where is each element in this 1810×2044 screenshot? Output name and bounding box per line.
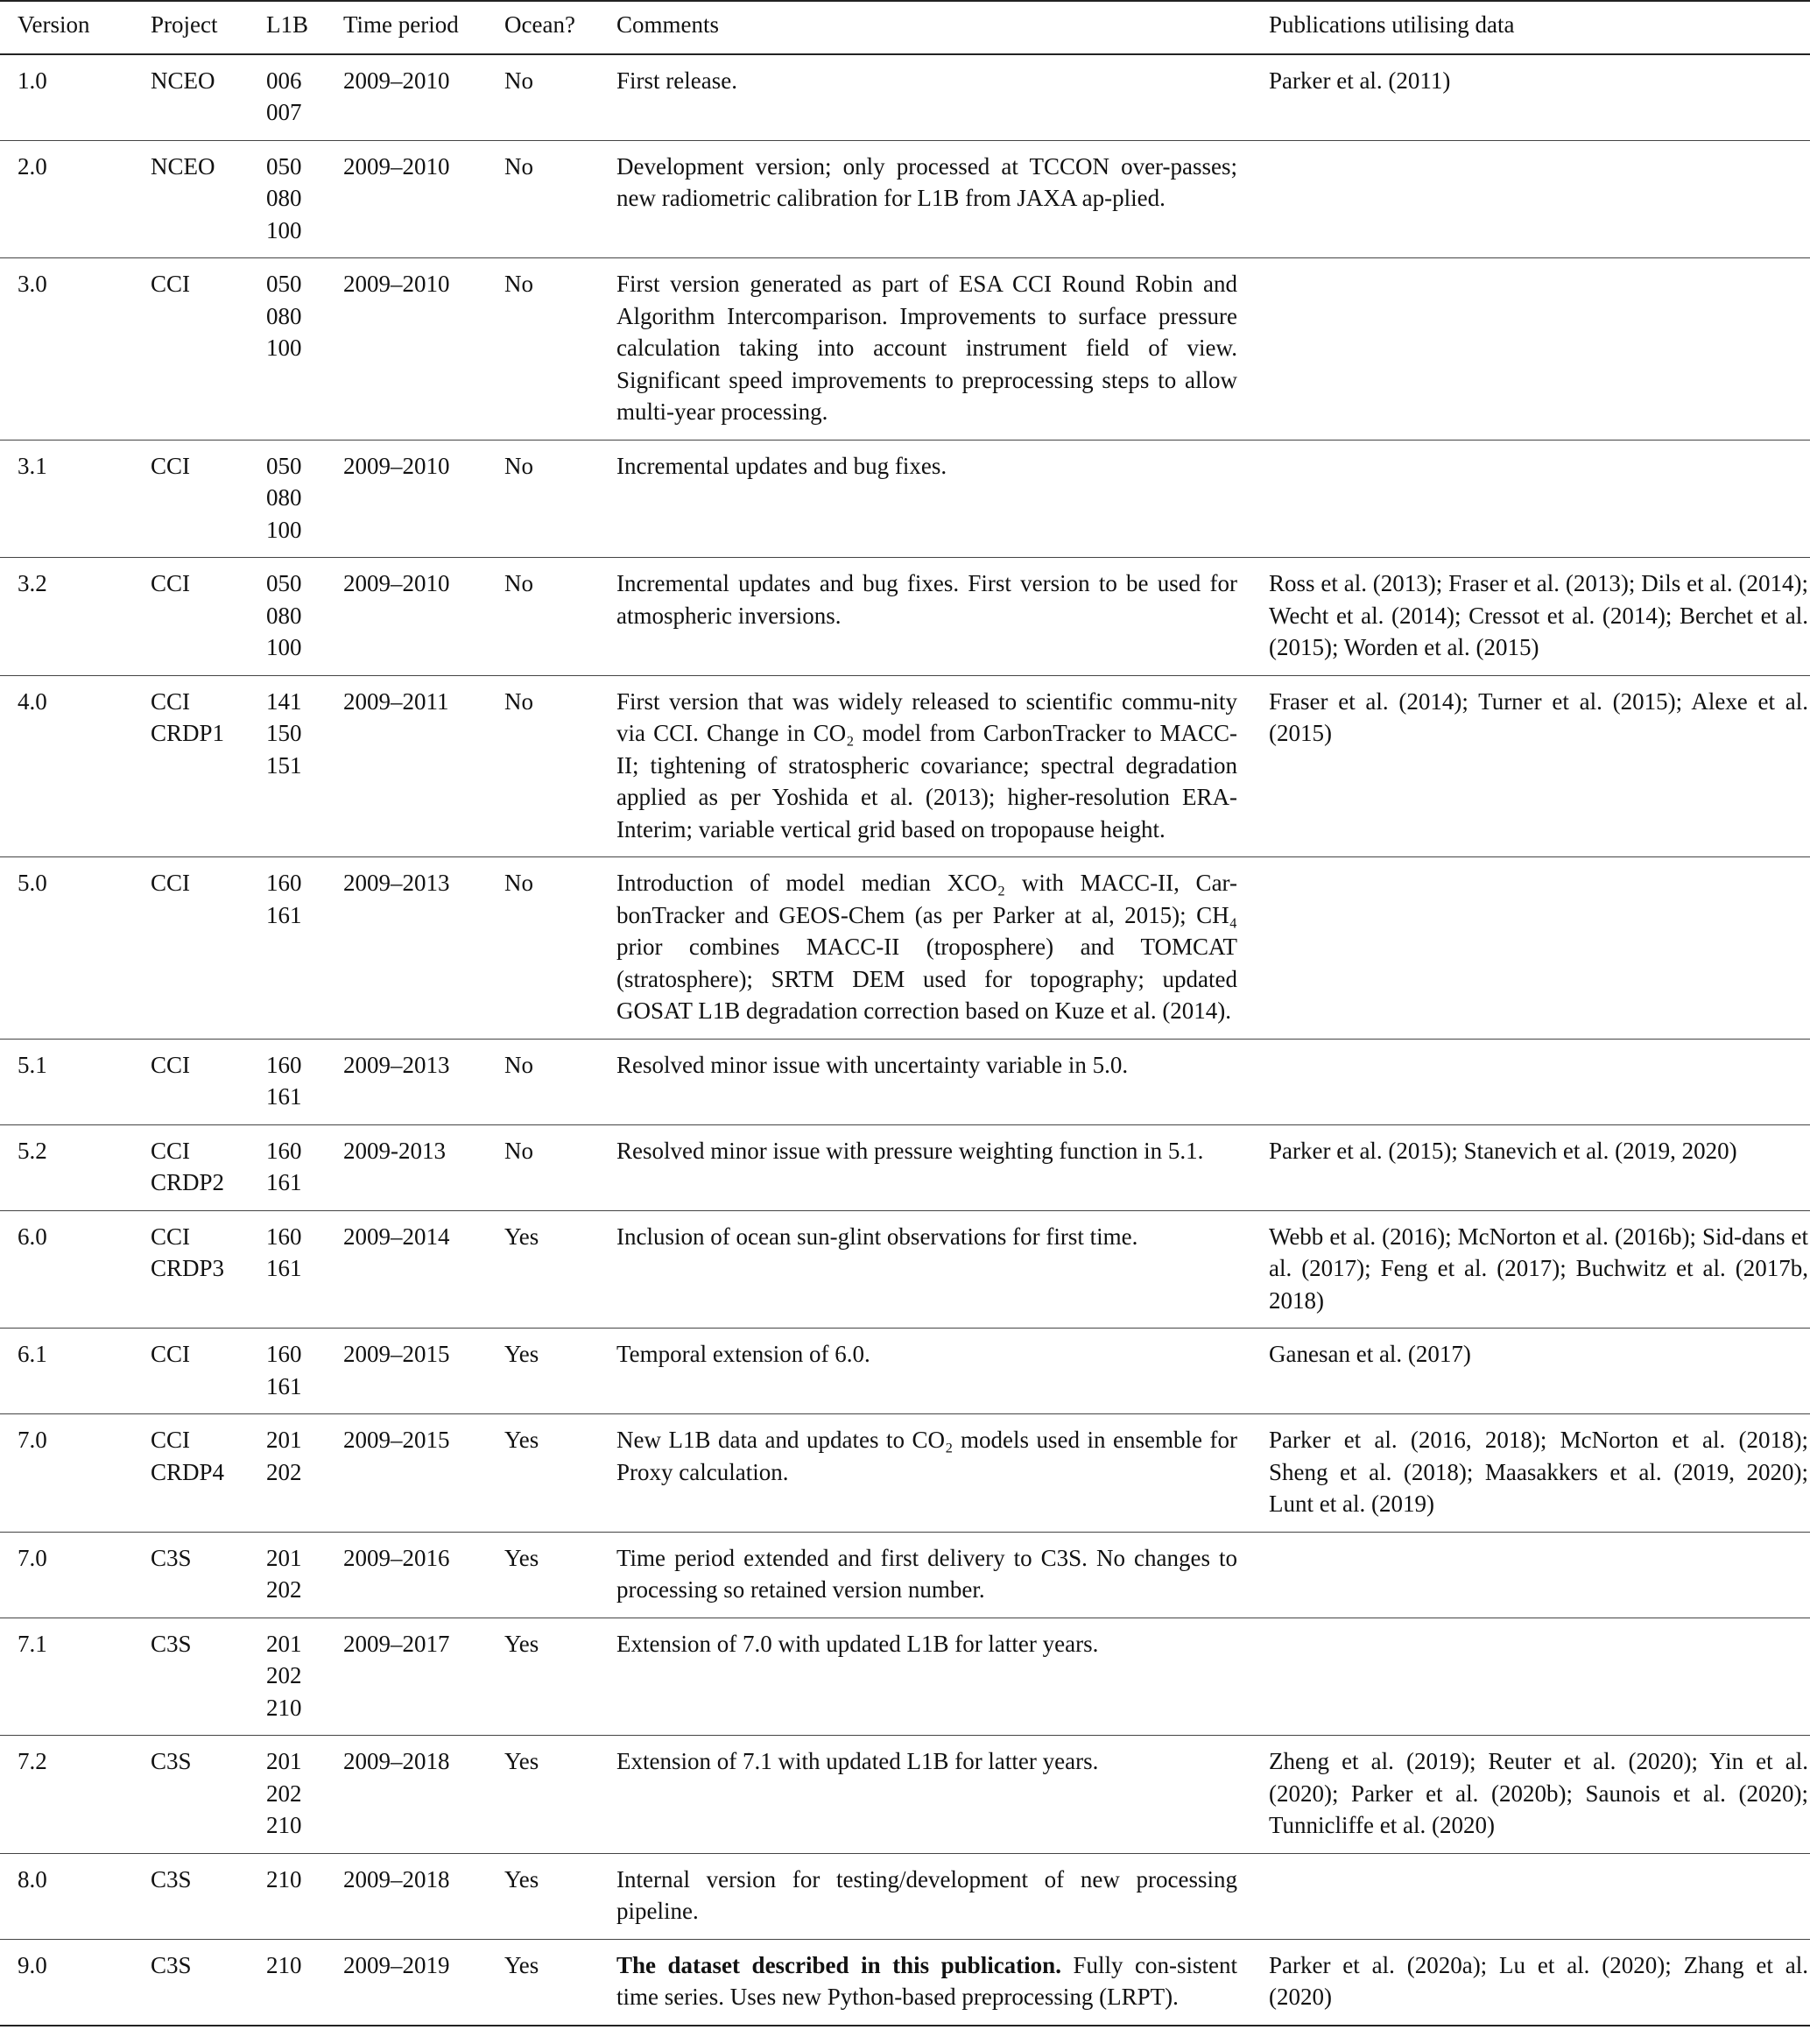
table-row	[0, 1939, 1810, 2026]
cell-comments	[616, 258, 1269, 441]
cell-comments	[616, 675, 1269, 857]
table-header	[0, 1, 1810, 54]
cell-l1b-line: 160	[266, 1341, 302, 1367]
comment-text: First version generated as part of ESA CCI Round Robin and Algorithm Intercomparison. Improvements to surface pressure calculation taking into account instrument field of view. Significant speed improvements to preprocessing steps to allow multi-year processing.	[616, 271, 1237, 425]
cell-comments	[616, 857, 1269, 1040]
cell-l1b-line: 210	[266, 1951, 302, 1978]
cell-comments	[616, 1853, 1269, 1939]
cell-ocean: Yes	[504, 1865, 539, 1892]
cell-comments	[616, 1329, 1269, 1414]
table-row	[0, 1853, 1810, 1939]
cell-l1b-line: 151	[266, 751, 302, 779]
cell-project-line: CRDP2	[151, 1169, 225, 1195]
cell-l1b-line: 050	[266, 271, 302, 297]
cell-project-line: CCI	[151, 1137, 191, 1164]
header-time-period: Time period	[343, 11, 459, 38]
cell-project-line: C3S	[151, 1865, 192, 1892]
cell-project-line: C3S	[151, 1748, 192, 1774]
cell-ocean: No	[504, 570, 533, 596]
table-row	[0, 1618, 1810, 1736]
cell-l1b-line: 050	[266, 570, 302, 596]
table-row	[0, 1124, 1810, 1210]
table-row	[0, 258, 1810, 441]
cell-l1b	[266, 857, 343, 1040]
cell-l1b-line: 080	[266, 185, 302, 211]
cell-l1b-line: 160	[266, 1051, 302, 1078]
cell-project-line: CCI	[151, 452, 191, 479]
cell-publications: Ross et al. (2013); Fraser et al. (2013); Dils et al. (2014); Wecht et al. (2014); Cressot et al. (2014); Berchet et al. (2015); Worden et al. (2015)	[1269, 570, 1808, 660]
table-row	[0, 1532, 1810, 1618]
comment-text: Time period extended and first delivery to C3S. No changes to processing so retained version number.	[616, 1544, 1237, 1603]
cell-project	[151, 54, 266, 141]
cell-l1b-line: 160	[266, 870, 302, 896]
cell-l1b-line: 050	[266, 452, 302, 479]
cell-l1b-line: 050	[266, 152, 302, 180]
cell-ocean: Yes	[504, 1748, 539, 1774]
header-ocean: Ocean?	[504, 11, 575, 38]
cell-l1b-line: 210	[266, 1694, 302, 1721]
cell-version: 2.0	[18, 152, 47, 180]
cell-publications: Webb et al. (2016); McNorton et al. (2016b); Sid-dans et al. (2017); Feng et al. (2017); Buchwitz et al. (2017b, 2018)	[1269, 1223, 1808, 1314]
header-project: Project	[151, 11, 218, 38]
cell-l1b-line: 201	[266, 1427, 302, 1453]
cell-version: 5.0	[18, 870, 47, 896]
cell-l1b-line: 100	[266, 634, 302, 660]
cell-project	[151, 558, 266, 676]
cell-publications	[1269, 140, 1810, 258]
cell-time-period: 2009–2010	[343, 271, 450, 297]
cell-publications: Parker et al. (2020a); Lu et al. (2020); Zhang et al. (2020)	[1269, 1951, 1808, 2010]
cell-l1b	[266, 1939, 343, 2026]
cell-project	[151, 1210, 266, 1329]
table-row	[0, 440, 1810, 558]
cell-time-period: 2009–2016	[343, 1544, 450, 1571]
cell-project	[151, 1039, 266, 1124]
cell-l1b-line: 202	[266, 1662, 302, 1688]
cell-comments	[616, 1039, 1269, 1124]
cell-time-period: 2009–2015	[343, 1427, 450, 1453]
cell-l1b-line: 100	[266, 516, 302, 543]
cell-publications	[1269, 857, 1810, 1040]
cell-time-period: 2009–2010	[343, 67, 450, 94]
table-row	[0, 140, 1810, 258]
cell-ocean: Yes	[504, 1630, 539, 1657]
comment-text: Extension of 7.0 with updated L1B for latter years.	[616, 1630, 1099, 1657]
cell-project	[151, 1329, 266, 1414]
cell-l1b	[266, 1618, 343, 1736]
cell-project-line: NCEO	[151, 67, 215, 94]
cell-comments	[616, 1414, 1269, 1533]
cell-time-period: 2009–2018	[343, 1748, 450, 1774]
cell-publications: Fraser et al. (2014); Turner et al. (2015); Alexe et al. (2015)	[1269, 687, 1808, 746]
cell-l1b-line: 007	[266, 99, 302, 125]
cell-time-period: 2009–2011	[343, 687, 449, 715]
comment-text: Internal version for testing/development of new processing pipeline.	[616, 1865, 1237, 1924]
cell-l1b-line: 141	[266, 687, 302, 715]
cell-version: 4.0	[18, 687, 47, 715]
header-version: Version	[18, 11, 90, 38]
cell-project-line: CCI	[151, 1223, 191, 1250]
cell-project	[151, 1736, 266, 1854]
cell-time-period: 2009–2014	[343, 1223, 450, 1250]
cell-time-period: 2009–2010	[343, 152, 450, 180]
cell-ocean: Yes	[504, 1223, 539, 1250]
cell-project	[151, 440, 266, 558]
table-row	[0, 54, 1810, 141]
cell-publications: Parker et al. (2011)	[1269, 67, 1451, 94]
cell-l1b-line: 161	[266, 1372, 302, 1399]
table-body	[0, 54, 1810, 2026]
cell-comments	[616, 1210, 1269, 1329]
cell-publications	[1269, 1039, 1810, 1124]
cell-l1b-line: 201	[266, 1748, 302, 1774]
cell-version: 1.0	[18, 67, 47, 94]
cell-l1b-line: 202	[266, 1780, 302, 1807]
cell-time-period: 2009–2017	[343, 1630, 450, 1657]
cell-l1b-line: 201	[266, 1630, 302, 1657]
comment-highlight: The dataset described in this publication.	[616, 1951, 1061, 1978]
cell-project-line: CCI	[151, 1051, 191, 1078]
cell-comments	[616, 1532, 1269, 1618]
cell-comments	[616, 440, 1269, 558]
cell-project-line: CCI	[151, 271, 191, 297]
cell-version: 5.1	[18, 1051, 47, 1078]
table-row	[0, 1039, 1810, 1124]
comment-text: Incremental updates and bug fixes. First version to be used for atmospheric inversions.	[616, 570, 1237, 629]
comment-text: Inclusion of ocean sun-glint observations for first time.	[616, 1223, 1138, 1250]
cell-version: 3.1	[18, 452, 47, 479]
cell-project-line: C3S	[151, 1951, 192, 1978]
cell-l1b-line: 006	[266, 67, 302, 94]
cell-l1b-line: 161	[266, 1255, 302, 1281]
cell-project-line: CCI	[151, 1427, 191, 1453]
cell-time-period: 2009–2015	[343, 1341, 450, 1367]
cell-publications	[1269, 258, 1810, 441]
cell-time-period: 2009–2013	[343, 1051, 450, 1078]
comment-text: Resolved minor issue with pressure weighting function in 5.1.	[616, 1137, 1204, 1164]
cell-ocean: No	[504, 1051, 533, 1078]
cell-ocean: No	[504, 67, 533, 94]
cell-project	[151, 1618, 266, 1736]
cell-l1b-line: 080	[266, 302, 302, 329]
table-row	[0, 558, 1810, 676]
comment-text: Temporal extension of 6.0.	[616, 1341, 870, 1367]
cell-l1b	[266, 1532, 343, 1618]
cell-project	[151, 1853, 266, 1939]
cell-version: 6.1	[18, 1341, 47, 1367]
table-row	[0, 1736, 1810, 1854]
cell-project	[151, 140, 266, 258]
comment-text: Development version; only processed at TCCON over-passes; new radiometric calibration for L1B from JAXA ap-plied.	[616, 152, 1237, 211]
cell-version: 9.0	[18, 1951, 47, 1978]
cell-version: 7.0	[18, 1544, 47, 1571]
cell-l1b	[266, 675, 343, 857]
cell-l1b	[266, 1039, 343, 1124]
cell-project-line: CCI	[151, 870, 191, 896]
cell-l1b	[266, 1414, 343, 1533]
cell-project-line: NCEO	[151, 152, 215, 180]
cell-time-period: 2009–2013	[343, 870, 450, 896]
cell-project	[151, 1124, 266, 1210]
cell-time-period: 2009–2010	[343, 570, 450, 596]
cell-l1b-line: 161	[266, 1083, 302, 1110]
cell-version: 5.2	[18, 1137, 47, 1164]
cell-l1b	[266, 440, 343, 558]
cell-l1b	[266, 1736, 343, 1854]
cell-ocean: Yes	[504, 1951, 539, 1978]
header-l1b: L1B	[266, 11, 309, 38]
cell-ocean: No	[504, 870, 533, 896]
cell-project	[151, 1939, 266, 2026]
cell-publications: Parker et al. (2015); Stanevich et al. (2019, 2020)	[1269, 1137, 1737, 1164]
table-row	[0, 675, 1810, 857]
cell-ocean: No	[504, 1137, 533, 1164]
comment-text: Incremental updates and bug fixes.	[616, 452, 947, 479]
cell-project	[151, 675, 266, 857]
cell-l1b-line: 080	[266, 602, 302, 629]
cell-l1b-line: 160	[266, 1137, 302, 1164]
cell-ocean: No	[504, 687, 533, 715]
cell-l1b-line: 201	[266, 1544, 302, 1571]
cell-comments	[616, 54, 1269, 141]
comment-text: Resolved minor issue with uncertainty variable in 5.0.	[616, 1051, 1129, 1078]
cell-project-line: C3S	[151, 1544, 192, 1571]
cell-version: 3.2	[18, 570, 47, 596]
cell-publications	[1269, 1532, 1810, 1618]
cell-ocean: No	[504, 452, 533, 479]
cell-l1b	[266, 140, 343, 258]
comment-text: First release.	[616, 67, 737, 94]
cell-comments	[616, 1618, 1269, 1736]
cell-ocean: No	[504, 271, 533, 297]
cell-publications	[1269, 1618, 1810, 1736]
cell-project-line: CRDP3	[151, 1255, 225, 1281]
cell-ocean: Yes	[504, 1427, 539, 1453]
cell-l1b	[266, 1210, 343, 1329]
comment-text: Extension of 7.1 with updated L1B for latter years.	[616, 1748, 1099, 1774]
cell-project-line: CRDP4	[151, 1458, 225, 1485]
cell-time-period: 2009-2013	[343, 1137, 446, 1164]
cell-comments	[616, 1124, 1269, 1210]
cell-version: 3.0	[18, 271, 47, 297]
table-row	[0, 857, 1810, 1040]
cell-l1b	[266, 1853, 343, 1939]
cell-l1b-line: 100	[266, 335, 302, 361]
table-row	[0, 1414, 1810, 1533]
cell-version: 7.2	[18, 1748, 47, 1774]
cell-ocean: No	[504, 152, 533, 180]
cell-version: 6.0	[18, 1223, 47, 1250]
cell-l1b	[266, 1329, 343, 1414]
cell-project-line: C3S	[151, 1630, 192, 1657]
cell-project	[151, 857, 266, 1040]
cell-project-line: CCI	[151, 1341, 191, 1367]
cell-l1b	[266, 558, 343, 676]
cell-time-period: 2009–2010	[343, 452, 450, 479]
cell-project-line: CCI	[151, 570, 191, 596]
header-publications: Publications utilising data	[1269, 11, 1515, 38]
cell-version: 8.0	[18, 1865, 47, 1892]
cell-l1b-line: 100	[266, 216, 302, 243]
cell-l1b-line: 210	[266, 1812, 302, 1838]
cell-time-period: 2009–2018	[343, 1865, 450, 1892]
cell-l1b	[266, 54, 343, 141]
cell-l1b-line: 161	[266, 901, 302, 928]
cell-publications	[1269, 440, 1810, 558]
cell-project-line: CCI	[151, 687, 191, 715]
cell-l1b-line: 080	[266, 484, 302, 511]
cell-time-period: 2009–2019	[343, 1951, 450, 1978]
cell-l1b-line: 202	[266, 1576, 302, 1603]
cell-comments	[616, 558, 1269, 676]
table-row	[0, 1329, 1810, 1414]
cell-project	[151, 1532, 266, 1618]
cell-version: 7.1	[18, 1630, 47, 1657]
comment-text: New L1B data and updates to CO₂ models used in ensemble for Proxy calculation.	[616, 1427, 1237, 1485]
cell-project	[151, 1414, 266, 1533]
cell-l1b-line: 160	[266, 1223, 302, 1250]
table-row	[0, 1210, 1810, 1329]
cell-l1b-line: 150	[266, 720, 302, 746]
cell-ocean: Yes	[504, 1341, 539, 1367]
cell-project-line: CRDP1	[151, 720, 225, 746]
comment-text: Introduction of model median XCO₂ with MACC-II, Car-bonTracker and GEOS-Chem (as per Parker at al, 2015); CH₄ prior combines MACC-II (troposphere) and TOMCAT (stratosphere); SRTM DEM used for topography; updated GOSAT L1B degradation correction based on Kuze et al. (2014).	[616, 870, 1237, 1024]
cell-publications: Parker et al. (2016, 2018); McNorton et al. (2018); Sheng et al. (2018); Maasakkers et al. (2019, 2020); Lunt et al. (2019)	[1269, 1427, 1808, 1517]
cell-l1b-line: 202	[266, 1458, 302, 1485]
cell-ocean: Yes	[504, 1544, 539, 1571]
comment-text: First version that was widely released to scientific commu-nity via CCI. Change in CO₂ model from CarbonTracker to MACC-II; tightening of stratospheric covariance; spectral degradation applied as per Yoshida et al. (2013); higher-resolution ERA-Interim; variable vertical grid based on tropopause height.	[616, 687, 1237, 842]
cell-comments	[616, 140, 1269, 258]
cell-version: 7.0	[18, 1427, 47, 1453]
header-comments: Comments	[616, 11, 720, 38]
cell-publications: Zheng et al. (2019); Reuter et al. (2020); Yin et al. (2020); Parker et al. (2020b); Saunois et al. (2020); Tunnicliffe et al. (2020)	[1269, 1748, 1808, 1838]
comment-text: Fully con-sistent time series. Uses new Python-based preprocessing (LRPT).	[616, 1951, 1237, 2010]
cell-l1b	[266, 258, 343, 441]
cell-comments	[616, 1736, 1269, 1854]
cell-l1b-line: 210	[266, 1865, 302, 1892]
cell-project	[151, 258, 266, 441]
cell-publications	[1269, 1853, 1810, 1939]
cell-comments	[616, 1939, 1269, 2026]
cell-publications: Ganesan et al. (2017)	[1269, 1341, 1471, 1367]
cell-l1b-line: 161	[266, 1169, 302, 1195]
cell-l1b	[266, 1124, 343, 1210]
header-row	[0, 1, 1810, 54]
